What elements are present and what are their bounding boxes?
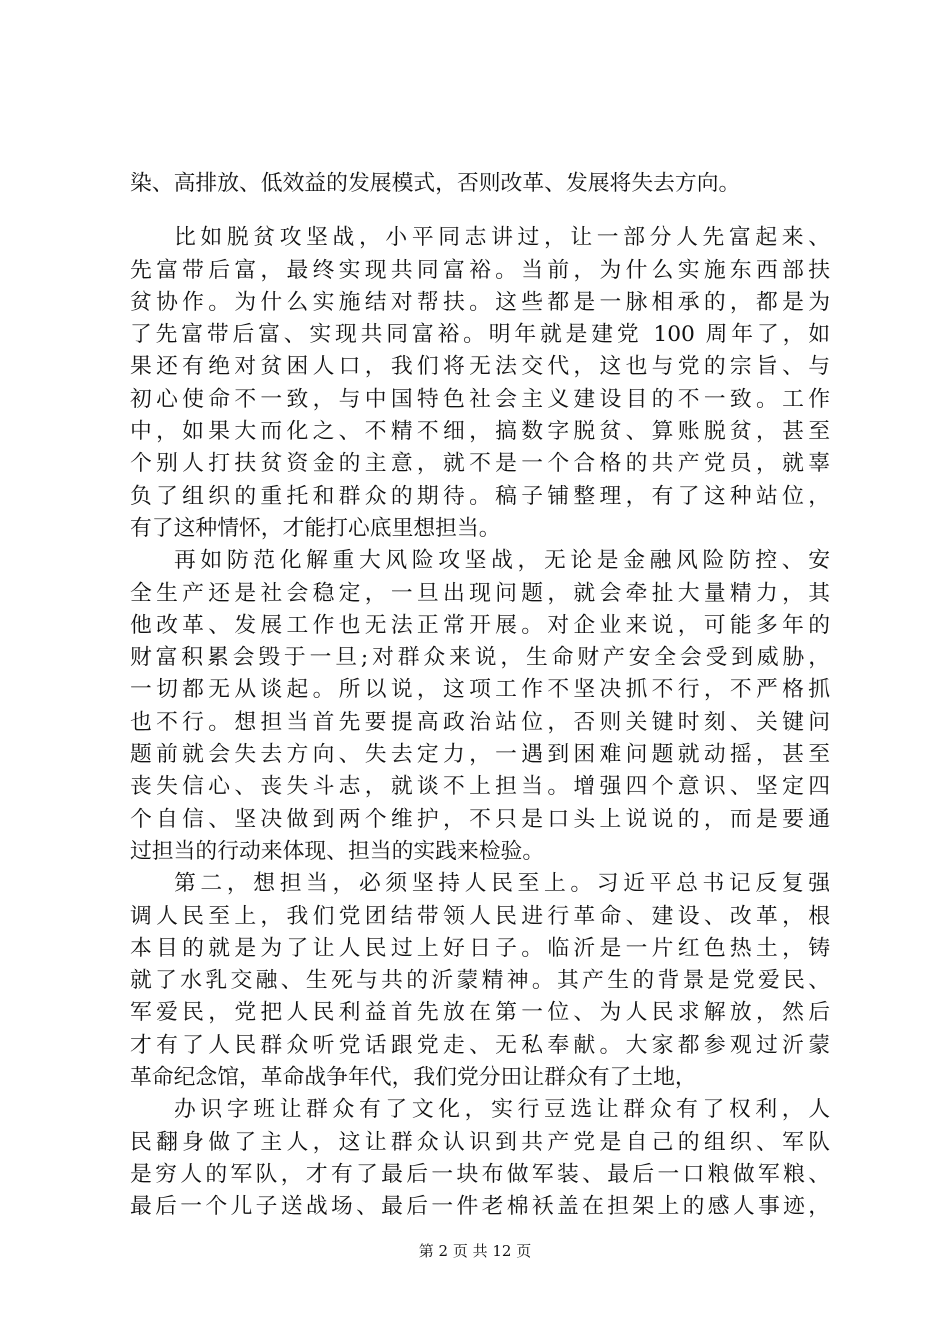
text-line: 是穷人的军队，才有了最后一块布做军装、最后一口粮做军粮、	[130, 1161, 830, 1187]
text-line: 办识字班让群众有了文化，实行豆选让群众有了权利，人	[174, 1097, 830, 1123]
paragraph	[130, 1094, 830, 1223]
text-line: 了先富带后富、实现共同富裕。明年就是建党 100 周年了，如	[130, 322, 830, 348]
text-line: 他改革、发展工作也无法正常开展。对企业来说，可能多年的	[130, 612, 830, 638]
text-line: 贫协作。为什么实施结对帮扶。这些都是一脉相承的，都是为	[130, 289, 830, 315]
text-line: 负了组织的重托和群众的期待。稿子铺整理，有了这种站位，	[130, 483, 830, 509]
text-line: 军爱民，党把人民利益首先放在第一位、为人民求解放，然后	[130, 1000, 830, 1026]
text-line: 一切都无从谈起。所以说，这项工作不坚决抓不行，不严格抓	[130, 677, 830, 703]
paragraph-gap	[130, 200, 830, 222]
text-line: 中，如果大而化之、不精不细，搞数字脱贫、算账脱贫，甚至	[130, 419, 830, 445]
text-line: 个自信、坚决做到两个维护，不只是口头上说说的，而是要通	[130, 806, 830, 832]
text-line: 就了水乳交融、生死与共的沂蒙精神。其产生的背景是党爱民、	[130, 968, 830, 994]
text-line: 再如防范化解重大风险攻坚战，无论是金融风险防控、安	[174, 548, 830, 574]
text-line: 调人民至上，我们党团结带领人民进行革命、建设、改革，根	[130, 903, 830, 929]
paragraph	[130, 545, 830, 868]
text-line: 初心使命不一致，与中国特色社会主义建设目的不一致。工作	[130, 386, 830, 412]
text-line: 也不行。想担当首先要提高政治站位，否则关键时刻、关键问	[130, 709, 830, 735]
text-line: 果还有绝对贫困人口，我们将无法交代，这也与党的宗旨、与	[130, 354, 830, 380]
text-line: 才有了人民群众听党话跟党走、无私奉献。大家都参观过沂蒙	[130, 1032, 830, 1058]
page-footer: 第 2 页 共 12 页	[418, 1242, 532, 1260]
text-line: 最后一个儿子送战场、最后一件老棉袄盖在担架上的感人事迹，	[130, 1194, 830, 1220]
text-line: 过担当的行动来体现、担当的实践来检验。	[130, 838, 545, 864]
paragraph	[130, 168, 830, 200]
body-text	[130, 168, 830, 1224]
text-line: 财富积累会毁于一旦;对群众来说，生命财产安全会受到威胁，	[130, 645, 830, 671]
paragraph	[130, 222, 830, 545]
text-line: 本目的就是为了让人民过上好日子。临沂是一片红色热土，铸	[130, 935, 830, 961]
text-line: 染、高排放、低效益的发展模式，否则改革、发展将失去方向。	[130, 171, 741, 196]
text-line: 题前就会失去方向、失去定力，一遇到困难问题就动摇，甚至	[130, 742, 830, 768]
text-line: 民翻身做了主人，这让群众认识到共产党是自己的组织、军队	[130, 1129, 830, 1155]
paragraph	[130, 868, 830, 1094]
text-line: 革命纪念馆，革命战争年代，我们党分田让群众有了土地，	[130, 1065, 697, 1091]
text-line: 丧失信心、丧失斗志，就谈不上担当。增强四个意识、坚定四	[130, 774, 830, 800]
text-line: 全生产还是社会稳定，一旦出现问题，就会牵扯大量精力，其	[130, 580, 830, 606]
text-line: 比如脱贫攻坚战，小平同志讲过，让一部分人先富起来、	[174, 225, 830, 251]
text-line: 先富带后富，最终实现共同富裕。当前，为什么实施东西部扶	[130, 257, 830, 283]
text-line: 个别人打扶贫资金的主意，就不是一个合格的共产党员，就辜	[130, 451, 830, 477]
text-line: 有了这种情怀，才能打心底里想担当。	[130, 515, 501, 541]
text-line: 第二，想担当，必须坚持人民至上。习近平总书记反复强	[174, 871, 830, 897]
